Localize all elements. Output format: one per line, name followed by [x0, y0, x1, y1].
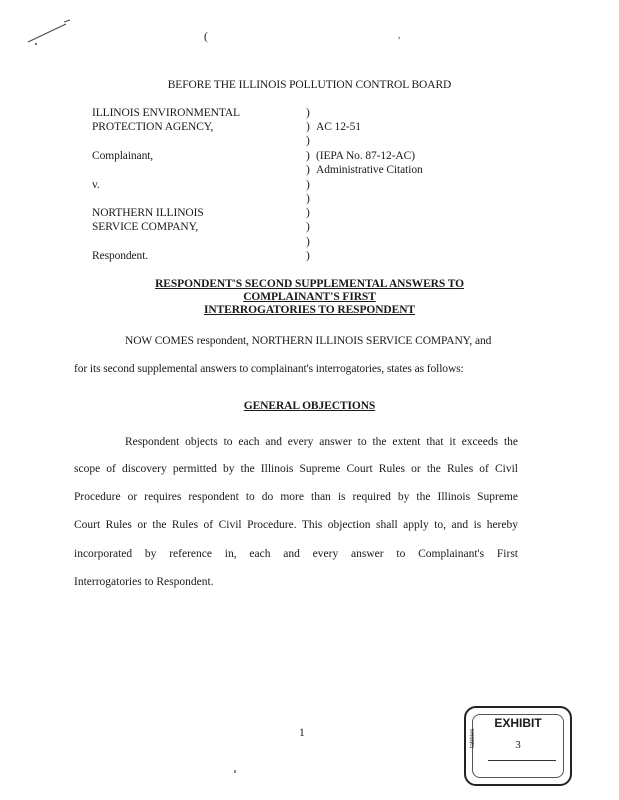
paragraph-line: Procedure or requires respondent to do more than is required by the Illinois Supreme — [74, 491, 518, 503]
scan-mark: , — [398, 30, 401, 40]
doc-title-line1: RESPONDENT'S SECOND SUPPLEMENTAL ANSWERS TO — [155, 278, 464, 290]
caption-paren: ) — [306, 107, 310, 119]
section-heading: GENERAL OBJECTIONS — [243, 400, 376, 412]
caption-paren: ) — [306, 179, 310, 191]
caption-paren: ) — [306, 135, 310, 147]
complainant-name-line2: PROTECTION AGENCY, — [92, 121, 214, 133]
complainant-role: Complainant, — [92, 150, 154, 162]
scan-mark: ( — [204, 31, 208, 43]
caption-paren: ) — [306, 207, 310, 219]
iepa-number: (IEPA No. 87-12-AC) — [316, 150, 415, 162]
citation-type: Administrative Citation — [316, 164, 423, 176]
page-number: 1 — [299, 727, 305, 739]
doc-title-line3: INTERROGATORIES TO RESPONDENT — [204, 304, 415, 316]
caption-paren: ) — [306, 193, 310, 205]
versus: v. — [92, 179, 100, 191]
exhibit-signature-line — [488, 760, 556, 761]
respondent-name-line2: SERVICE COMPANY, — [92, 221, 199, 233]
caption-paren: ) — [306, 221, 310, 233]
respondent-name-line1: NORTHERN ILLINOIS — [92, 207, 204, 219]
caption-paren: ) — [306, 150, 310, 162]
case-number: AC 12-51 — [316, 121, 361, 133]
exhibit-label: EXHIBIT — [494, 716, 542, 730]
paragraph-line: Interrogatories to Respondent. — [74, 576, 214, 588]
caption-paren: ) — [306, 164, 310, 176]
intro-line2: for its second supplemental answers to complainant's interrogatories, states as follows: — [74, 363, 464, 375]
board-title: BEFORE THE ILLINOIS POLLUTION CONTROL BOARD — [167, 79, 452, 91]
exhibit-side-mark: tabbies — [470, 728, 476, 748]
doc-title-line2: COMPLAINANT'S FIRST — [243, 291, 376, 303]
paragraph-line: scope of discovery permitted by the Illinois Supreme Court Rules or the Rules of Civil — [74, 463, 518, 475]
scan-mark — [26, 14, 76, 50]
respondent-role: Respondent. — [92, 250, 149, 262]
scan-mark — [234, 770, 236, 773]
caption-paren: ) — [306, 250, 310, 262]
complainant-name-line1: ILLINOIS ENVIRONMENTAL — [92, 107, 240, 119]
caption-paren: ) — [306, 236, 310, 248]
paragraph-line: Court Rules or the Rules of Civil Procedure. This objection shall apply to, and is hereby — [74, 519, 518, 531]
exhibit-number: 3 — [515, 739, 521, 751]
exhibit-sticker — [464, 706, 572, 786]
paragraph-line: Respondent objects to each and every answer to the extent that it exceeds the — [125, 436, 518, 448]
caption-paren: ) — [306, 121, 310, 133]
paragraph-line: incorporated by reference in, each and every answer to Complainant's First — [74, 548, 518, 560]
intro-line1: NOW COMES respondent, NORTHERN ILLINOIS SERVICE COMPANY, and — [125, 335, 492, 347]
